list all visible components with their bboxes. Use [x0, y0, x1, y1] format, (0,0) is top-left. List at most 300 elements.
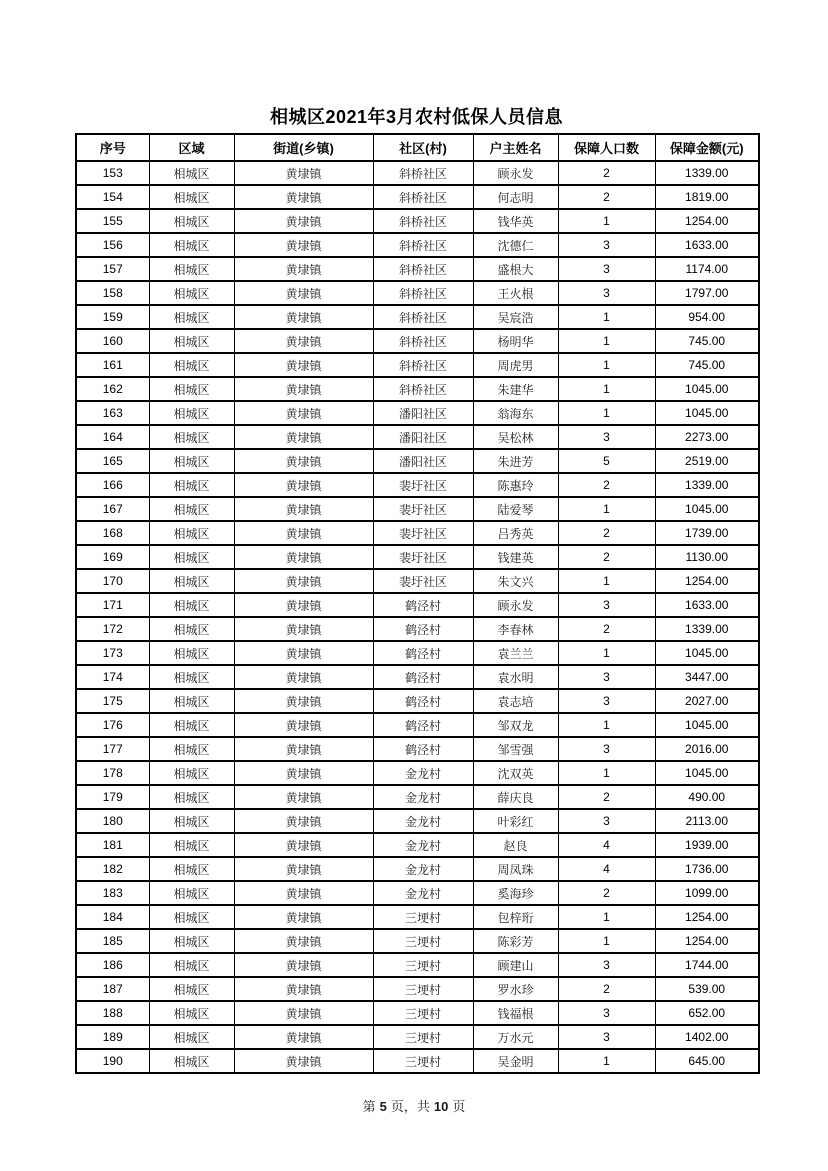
cell-serial: 171 [76, 593, 149, 617]
cell-serial: 174 [76, 665, 149, 689]
cell-serial: 154 [76, 185, 149, 209]
cell-householder: 朱建华 [473, 377, 558, 401]
cell-amount: 1045.00 [655, 497, 759, 521]
cell-householder: 叶彩红 [473, 809, 558, 833]
cell-householder: 何志明 [473, 185, 558, 209]
cell-region: 相城区 [149, 713, 234, 737]
cell-serial: 177 [76, 737, 149, 761]
cell-population: 3 [558, 665, 655, 689]
cell-region: 相城区 [149, 929, 234, 953]
cell-serial: 159 [76, 305, 149, 329]
cell-amount: 2273.00 [655, 425, 759, 449]
table-row [76, 665, 759, 689]
cell-community: 三埂村 [373, 905, 473, 929]
cell-serial: 158 [76, 281, 149, 305]
cell-community: 裴圩社区 [373, 497, 473, 521]
cell-population: 3 [558, 233, 655, 257]
table-row [76, 953, 759, 977]
cell-population: 1 [558, 353, 655, 377]
cell-amount: 1339.00 [655, 473, 759, 497]
cell-community: 斜桥社区 [373, 281, 473, 305]
cell-serial: 156 [76, 233, 149, 257]
table-row [76, 545, 759, 569]
table-row [76, 641, 759, 665]
cell-amount: 1254.00 [655, 209, 759, 233]
cell-population: 3 [558, 689, 655, 713]
cell-region: 相城区 [149, 449, 234, 473]
cell-street: 黄埭镇 [234, 329, 373, 353]
cell-region: 相城区 [149, 161, 234, 185]
cell-community: 裴圩社区 [373, 545, 473, 569]
footer-total-pages: 10 [433, 1099, 449, 1114]
cell-region: 相城区 [149, 185, 234, 209]
cell-population: 3 [558, 953, 655, 977]
cell-serial: 176 [76, 713, 149, 737]
cell-householder: 邹双龙 [473, 713, 558, 737]
cell-serial: 189 [76, 1025, 149, 1049]
cell-population: 1 [558, 377, 655, 401]
cell-amount: 1099.00 [655, 881, 759, 905]
cell-street: 黄埭镇 [234, 281, 373, 305]
cell-amount: 745.00 [655, 353, 759, 377]
cell-region: 相城区 [149, 545, 234, 569]
cell-community: 三埂村 [373, 977, 473, 1001]
cell-householder: 钱福根 [473, 1001, 558, 1025]
cell-street: 黄埭镇 [234, 977, 373, 1001]
cell-householder: 陆爱琴 [473, 497, 558, 521]
table-row [76, 1049, 759, 1073]
cell-amount: 1744.00 [655, 953, 759, 977]
cell-householder: 杨明华 [473, 329, 558, 353]
table-row [76, 785, 759, 809]
cell-amount: 1174.00 [655, 257, 759, 281]
footer-suffix: 页 [452, 1099, 466, 1114]
cell-householder: 朱进芳 [473, 449, 558, 473]
cell-serial: 180 [76, 809, 149, 833]
cell-population: 3 [558, 593, 655, 617]
cell-serial: 166 [76, 473, 149, 497]
cell-population: 4 [558, 833, 655, 857]
cell-serial: 161 [76, 353, 149, 377]
cell-street: 黄埭镇 [234, 1025, 373, 1049]
table-row [76, 401, 759, 425]
table-row [76, 857, 759, 881]
cell-community: 斜桥社区 [373, 353, 473, 377]
cell-community: 斜桥社区 [373, 161, 473, 185]
cell-street: 黄埭镇 [234, 809, 373, 833]
table-row [76, 521, 759, 545]
cell-community: 三埂村 [373, 953, 473, 977]
cell-serial: 187 [76, 977, 149, 1001]
cell-street: 黄埭镇 [234, 833, 373, 857]
cell-street: 黄埭镇 [234, 545, 373, 569]
cell-community: 斜桥社区 [373, 257, 473, 281]
table-row [76, 881, 759, 905]
cell-street: 黄埭镇 [234, 401, 373, 425]
cell-region: 相城区 [149, 689, 234, 713]
cell-population: 3 [558, 1025, 655, 1049]
cell-region: 相城区 [149, 473, 234, 497]
cell-region: 相城区 [149, 281, 234, 305]
cell-serial: 169 [76, 545, 149, 569]
table-row [76, 209, 759, 233]
column-header: 街道(乡镇) [234, 134, 373, 161]
cell-community: 斜桥社区 [373, 329, 473, 353]
footer-prefix: 第 [362, 1099, 376, 1114]
cell-community: 三埂村 [373, 1049, 473, 1073]
cell-region: 相城区 [149, 1001, 234, 1025]
cell-street: 黄埭镇 [234, 881, 373, 905]
table-row [76, 281, 759, 305]
cell-amount: 539.00 [655, 977, 759, 1001]
cell-population: 3 [558, 281, 655, 305]
cell-population: 1 [558, 497, 655, 521]
cell-community: 裴圩社区 [373, 569, 473, 593]
cell-amount: 1045.00 [655, 377, 759, 401]
cell-street: 黄埭镇 [234, 305, 373, 329]
table-header-row [76, 134, 759, 161]
cell-serial: 170 [76, 569, 149, 593]
cell-region: 相城区 [149, 1049, 234, 1073]
table-row [76, 929, 759, 953]
cell-region: 相城区 [149, 305, 234, 329]
table-row [76, 1001, 759, 1025]
cell-community: 金龙村 [373, 857, 473, 881]
table-row [76, 713, 759, 737]
cell-community: 三埂村 [373, 929, 473, 953]
cell-region: 相城区 [149, 665, 234, 689]
cell-amount: 745.00 [655, 329, 759, 353]
table-row [76, 569, 759, 593]
cell-serial: 157 [76, 257, 149, 281]
cell-amount: 652.00 [655, 1001, 759, 1025]
cell-region: 相城区 [149, 353, 234, 377]
cell-population: 2 [558, 473, 655, 497]
cell-serial: 178 [76, 761, 149, 785]
cell-serial: 162 [76, 377, 149, 401]
cell-householder: 奚海珍 [473, 881, 558, 905]
cell-householder: 沈双英 [473, 761, 558, 785]
table-head [76, 134, 759, 161]
table-row [76, 425, 759, 449]
cell-householder: 吴松林 [473, 425, 558, 449]
cell-population: 2 [558, 977, 655, 1001]
cell-householder: 赵良 [473, 833, 558, 857]
cell-region: 相城区 [149, 377, 234, 401]
cell-householder: 王火根 [473, 281, 558, 305]
cell-street: 黄埭镇 [234, 569, 373, 593]
cell-amount: 2113.00 [655, 809, 759, 833]
cell-community: 金龙村 [373, 785, 473, 809]
cell-community: 潘阳社区 [373, 401, 473, 425]
table-row [76, 185, 759, 209]
table-row [76, 473, 759, 497]
cell-community: 鹤泾村 [373, 713, 473, 737]
cell-householder: 罗水珍 [473, 977, 558, 1001]
cell-street: 黄埭镇 [234, 161, 373, 185]
table-row [76, 761, 759, 785]
column-header: 序号 [76, 134, 149, 161]
cell-street: 黄埭镇 [234, 449, 373, 473]
cell-population: 5 [558, 449, 655, 473]
cell-region: 相城区 [149, 857, 234, 881]
table-row [76, 977, 759, 1001]
cell-serial: 183 [76, 881, 149, 905]
cell-community: 三埂村 [373, 1025, 473, 1049]
cell-householder: 顾建山 [473, 953, 558, 977]
cell-householder: 周凤珠 [473, 857, 558, 881]
cell-serial: 168 [76, 521, 149, 545]
cell-householder: 包梓珩 [473, 905, 558, 929]
cell-street: 黄埭镇 [234, 185, 373, 209]
cell-community: 斜桥社区 [373, 377, 473, 401]
cell-population: 1 [558, 401, 655, 425]
cell-householder: 钱建英 [473, 545, 558, 569]
cell-street: 黄埭镇 [234, 497, 373, 521]
cell-community: 裴圩社区 [373, 473, 473, 497]
cell-street: 黄埭镇 [234, 929, 373, 953]
cell-population: 2 [558, 881, 655, 905]
cell-community: 斜桥社区 [373, 185, 473, 209]
cell-serial: 153 [76, 161, 149, 185]
cell-amount: 1045.00 [655, 713, 759, 737]
cell-householder: 李春林 [473, 617, 558, 641]
cell-street: 黄埭镇 [234, 209, 373, 233]
column-header: 区域 [149, 134, 234, 161]
cell-householder: 陈彩芳 [473, 929, 558, 953]
cell-community: 潘阳社区 [373, 425, 473, 449]
column-header: 社区(村) [373, 134, 473, 161]
cell-community: 鹤泾村 [373, 617, 473, 641]
cell-amount: 645.00 [655, 1049, 759, 1073]
cell-community: 金龙村 [373, 833, 473, 857]
cell-amount: 2519.00 [655, 449, 759, 473]
cell-amount: 3447.00 [655, 665, 759, 689]
cell-street: 黄埭镇 [234, 1049, 373, 1073]
cell-population: 2 [558, 185, 655, 209]
cell-street: 黄埭镇 [234, 425, 373, 449]
table-row [76, 593, 759, 617]
cell-region: 相城区 [149, 809, 234, 833]
cell-householder: 袁水明 [473, 665, 558, 689]
table-row [76, 233, 759, 257]
cell-region: 相城区 [149, 953, 234, 977]
cell-householder: 邹雪强 [473, 737, 558, 761]
cell-street: 黄埭镇 [234, 617, 373, 641]
cell-amount: 1339.00 [655, 161, 759, 185]
cell-community: 潘阳社区 [373, 449, 473, 473]
cell-amount: 1633.00 [655, 593, 759, 617]
cell-householder: 万水元 [473, 1025, 558, 1049]
cell-householder: 袁兰兰 [473, 641, 558, 665]
cell-street: 黄埭镇 [234, 257, 373, 281]
cell-population: 1 [558, 905, 655, 929]
cell-householder: 朱文兴 [473, 569, 558, 593]
cell-region: 相城区 [149, 401, 234, 425]
cell-householder: 钱华英 [473, 209, 558, 233]
cell-serial: 173 [76, 641, 149, 665]
cell-street: 黄埭镇 [234, 737, 373, 761]
cell-amount: 1402.00 [655, 1025, 759, 1049]
cell-street: 黄埭镇 [234, 377, 373, 401]
cell-population: 1 [558, 329, 655, 353]
cell-serial: 167 [76, 497, 149, 521]
cell-amount: 1739.00 [655, 521, 759, 545]
cell-population: 4 [558, 857, 655, 881]
cell-amount: 1633.00 [655, 233, 759, 257]
cell-population: 3 [558, 737, 655, 761]
cell-community: 金龙村 [373, 761, 473, 785]
cell-community: 三埂村 [373, 1001, 473, 1025]
cell-street: 黄埭镇 [234, 689, 373, 713]
cell-community: 金龙村 [373, 881, 473, 905]
column-header: 户主姓名 [473, 134, 558, 161]
cell-population: 1 [558, 929, 655, 953]
cell-population: 2 [558, 521, 655, 545]
cell-serial: 186 [76, 953, 149, 977]
column-header: 保障人口数 [558, 134, 655, 161]
cell-street: 黄埭镇 [234, 593, 373, 617]
cell-region: 相城区 [149, 329, 234, 353]
cell-serial: 185 [76, 929, 149, 953]
cell-community: 斜桥社区 [373, 305, 473, 329]
cell-serial: 163 [76, 401, 149, 425]
cell-amount: 2027.00 [655, 689, 759, 713]
table-row [76, 833, 759, 857]
footer-page-number: 5 [379, 1099, 387, 1114]
cell-householder: 周虎男 [473, 353, 558, 377]
table-row [76, 161, 759, 185]
cell-region: 相城区 [149, 617, 234, 641]
cell-householder: 盛根大 [473, 257, 558, 281]
cell-street: 黄埭镇 [234, 665, 373, 689]
cell-serial: 184 [76, 905, 149, 929]
cell-community: 裴圩社区 [373, 521, 473, 545]
cell-region: 相城区 [149, 737, 234, 761]
cell-population: 2 [558, 617, 655, 641]
cell-region: 相城区 [149, 1025, 234, 1049]
table-row [76, 497, 759, 521]
cell-street: 黄埭镇 [234, 761, 373, 785]
cell-region: 相城区 [149, 833, 234, 857]
cell-community: 斜桥社区 [373, 209, 473, 233]
cell-population: 3 [558, 809, 655, 833]
cell-street: 黄埭镇 [234, 521, 373, 545]
cell-amount: 1045.00 [655, 761, 759, 785]
cell-householder: 吕秀英 [473, 521, 558, 545]
cell-region: 相城区 [149, 233, 234, 257]
cell-population: 2 [558, 545, 655, 569]
cell-amount: 1939.00 [655, 833, 759, 857]
cell-community: 斜桥社区 [373, 233, 473, 257]
cell-serial: 188 [76, 1001, 149, 1025]
cell-amount: 1736.00 [655, 857, 759, 881]
cell-serial: 182 [76, 857, 149, 881]
cell-community: 鹤泾村 [373, 641, 473, 665]
cell-street: 黄埭镇 [234, 953, 373, 977]
table-row [76, 617, 759, 641]
cell-population: 1 [558, 209, 655, 233]
cell-serial: 164 [76, 425, 149, 449]
cell-householder: 沈德仁 [473, 233, 558, 257]
lowbao-table [75, 133, 760, 1074]
table-row [76, 905, 759, 929]
cell-region: 相城区 [149, 593, 234, 617]
cell-region: 相城区 [149, 257, 234, 281]
cell-region: 相城区 [149, 977, 234, 1001]
cell-population: 1 [558, 305, 655, 329]
cell-amount: 1045.00 [655, 641, 759, 665]
cell-amount: 2016.00 [655, 737, 759, 761]
table-row [76, 689, 759, 713]
table-row [76, 449, 759, 473]
cell-serial: 165 [76, 449, 149, 473]
cell-serial: 175 [76, 689, 149, 713]
cell-serial: 190 [76, 1049, 149, 1073]
cell-community: 鹤泾村 [373, 665, 473, 689]
table-row [76, 305, 759, 329]
cell-householder: 吴金明 [473, 1049, 558, 1073]
cell-serial: 179 [76, 785, 149, 809]
cell-community: 金龙村 [373, 809, 473, 833]
cell-householder: 陈惠玲 [473, 473, 558, 497]
cell-amount: 1819.00 [655, 185, 759, 209]
cell-amount: 1254.00 [655, 905, 759, 929]
cell-region: 相城区 [149, 209, 234, 233]
table-row [76, 353, 759, 377]
cell-street: 黄埭镇 [234, 713, 373, 737]
cell-population: 1 [558, 569, 655, 593]
table-row [76, 329, 759, 353]
cell-region: 相城区 [149, 425, 234, 449]
cell-population: 3 [558, 257, 655, 281]
cell-householder: 薛庆良 [473, 785, 558, 809]
cell-region: 相城区 [149, 521, 234, 545]
cell-population: 2 [558, 161, 655, 185]
cell-region: 相城区 [149, 905, 234, 929]
page-title: 相城区2021年3月农村低保人员信息 [269, 107, 564, 127]
cell-serial: 172 [76, 617, 149, 641]
table-body [76, 161, 759, 1073]
cell-street: 黄埭镇 [234, 641, 373, 665]
table-row [76, 377, 759, 401]
cell-serial: 155 [76, 209, 149, 233]
cell-population: 1 [558, 713, 655, 737]
page-footer [0, 1096, 828, 1115]
cell-region: 相城区 [149, 569, 234, 593]
cell-population: 2 [558, 785, 655, 809]
cell-population: 1 [558, 1049, 655, 1073]
cell-street: 黄埭镇 [234, 785, 373, 809]
cell-population: 3 [558, 1001, 655, 1025]
cell-amount: 490.00 [655, 785, 759, 809]
cell-street: 黄埭镇 [234, 905, 373, 929]
table-row [76, 737, 759, 761]
cell-householder: 吴宸浩 [473, 305, 558, 329]
cell-region: 相城区 [149, 497, 234, 521]
cell-community: 鹤泾村 [373, 737, 473, 761]
cell-population: 1 [558, 761, 655, 785]
cell-amount: 1797.00 [655, 281, 759, 305]
cell-amount: 954.00 [655, 305, 759, 329]
cell-serial: 160 [76, 329, 149, 353]
cell-street: 黄埭镇 [234, 857, 373, 881]
cell-region: 相城区 [149, 641, 234, 665]
cell-householder: 顾永发 [473, 161, 558, 185]
cell-community: 鹤泾村 [373, 593, 473, 617]
table-row [76, 809, 759, 833]
cell-amount: 1130.00 [655, 545, 759, 569]
